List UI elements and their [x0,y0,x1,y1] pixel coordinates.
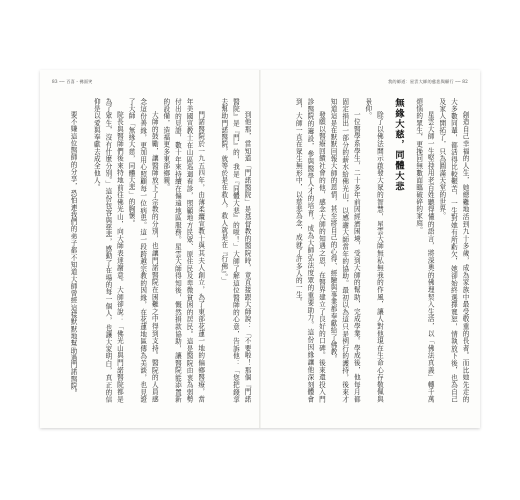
left-running-header: 83 ── 百喜・佛面笑 [52,79,93,84]
book-spread [40,70,480,428]
section-heading: 無緣大慈，同體大悲 [393,98,405,192]
left-page-paragraph-1: 到他那，當知道「門諾醫院」是基督教的醫院時，竟直接跟大師說：「不要啦！那個『門諾醫院』是『門』的，我是『同體大悲』的啦！」大師了解這位醫師的心意，告訴他：「您把錢拿去幫助門諾醫院，就等於是在救人，救人就是在『行佛』。」 [219,98,251,403]
right-page-paragraph-1: 創造自己幸福的人生，她總難地活到九十多歲，成為家族中最受敬重的長者。而比她先走的大多數同輩，都活得比較艱苦，一生對她有所虧欠，她卻始終選擇寬恕，情執放下後，也為自己及家人開拓了，只為圓滿天堂的世界。 [437,98,469,403]
right-page-paragraph-4: 一位醫學系學生，二十多年前因經濟困境，受到大師的幫助，完成學業。學成後，他每月都固定捐出一部分的薪水給佛光山，以感謝大師當年的協助。最初以為這只是例行的護持，後來才知道這是在默默回報大師的恩情，甚至將自己的心得、經驗與事業都奉獻給了佛教。 [329,98,361,403]
left-page-paragraph-2: 門諾醫院於一九五四年，由薄柔纜宣教士與其夫人創立，為了東部花蓮一地的偏鄉醫療，當年美國宣教士在山區巡迴看診，照顧地方民眾、原住民及卑微貧困的居民。這是醫院由衷為弱勢付出的見證，數十年來持續在偏遠地區服務。星雲大師得知後，慨然捐款協助，讓醫院能添置新的設備，造福更多東部鄉親。 [161,98,205,403]
right-page-paragraph-2: 星雲大師一生堅持用老百姓聽得懂的語言，將深奧的佛理契入生活，以「佛法真義」轉千萬煩惱的眾生，更挽回無數面臨破碎的家庭。 [414,98,435,403]
right-running-header: 我的師道：星雲大師的慈悲與願行 ── 82 [387,79,468,84]
book-gutter [259,70,261,428]
left-page-paragraph-5: 要不嫌這位醫師的分享，恐怕連我們的弟子都不知道大師曾經這樣默默地幫助過門諾醫院。 [69,111,78,398]
right-page-paragraph-3: 除了以佛法開示啟發大眾的智慧，星雲大師無私無我的作風，讓人對他現在生命心存敬佩與景仰。 [363,98,384,403]
right-page-paragraph-5: 發願以醫療回饋社會的他，感念大師的知遇之恩，在醫界建立了良好的口碑。後來還投入門診醫院的籌設，參與醫學人才的培育，成為大師弘法度眾的重要助力。這份因緣讓他深刻體會到，大師一直在眾生無形中，以慈悲為念，成就了許多人的一生。 [294,98,326,403]
left-page-text [56,98,252,403]
right-page-text [274,98,470,403]
left-page-paragraph-4: 院長與醫師們後來特地前往佛光山，向大師表達謝意。大師卻說：「佛光山與門諾醫院都是為了眾生，沒有什麼分別。」這份包容與慈悲，感動了在場的每一個人，也讓大家明白，真正的信仰是以愛與奉獻去成全他人。 [92,98,124,403]
left-page-paragraph-3: 大師的鼓勵，讓醫師放下了宗教的分別，也讓門諾醫院在困難之中得到支持。醫院的人員感念這份善緣，更加用心照顧每一位病患。這一段跨越宗教的因緣，在花蓮地區傳為美談，也見證了大師「無緣大慈，同體大悲」的胸懷。 [127,98,159,403]
